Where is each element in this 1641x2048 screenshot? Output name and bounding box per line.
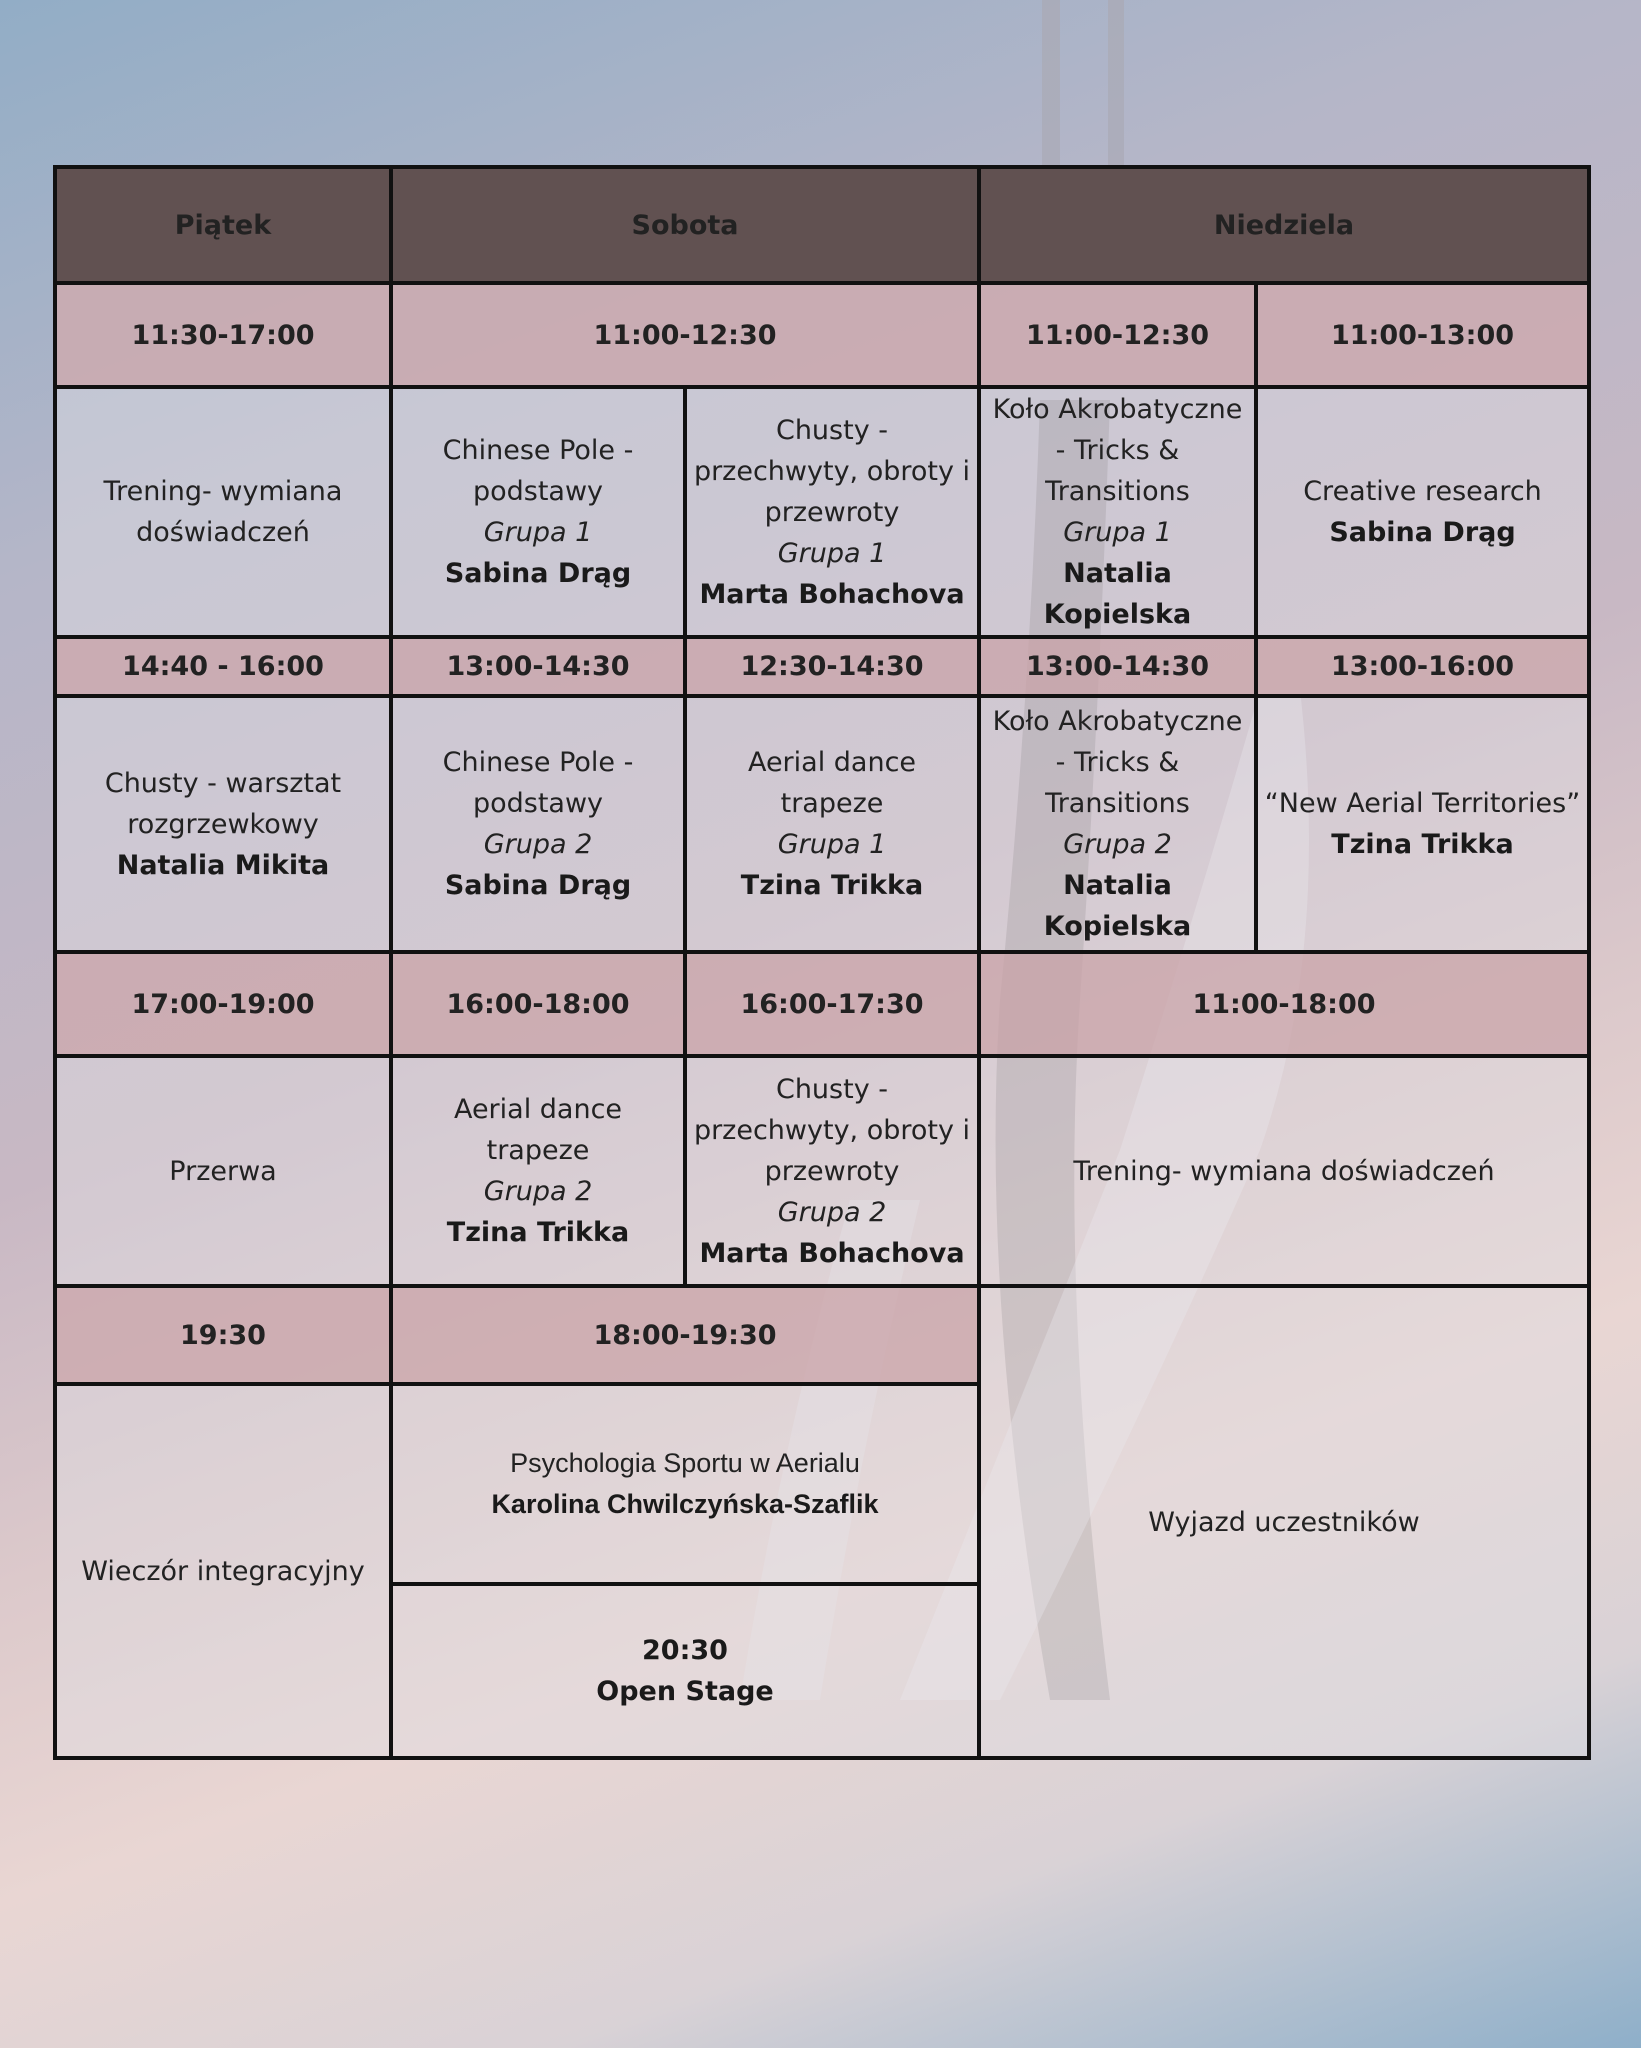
activity-group: Grupa 2 — [483, 829, 593, 860]
activity-cell — [55, 387, 391, 637]
schedule-table — [53, 165, 1591, 1760]
time-cell: 19:30 — [55, 1286, 391, 1384]
activity-teacher: Sabina Drąg — [444, 870, 632, 901]
activity-title: “New Aerial Territories” — [1264, 788, 1581, 819]
time-cell: 17:00-19:00 — [55, 952, 391, 1056]
activity-teacher: Natalia Mikita — [116, 849, 330, 881]
activity-teacher: Marta Bohachova — [699, 1237, 965, 1269]
time-cell: 14:40 - 16:00 — [55, 637, 391, 696]
time-cell: 11:00-18:00 — [979, 952, 1589, 1056]
activity-cell-lecture — [391, 1384, 979, 1584]
time-row-4 — [55, 1286, 1589, 1384]
activity-title: Psychologia Sportu w Aerialu — [510, 1448, 860, 1478]
activity-cell — [1256, 387, 1589, 637]
activity-title: Chusty - warsztat rozgrzewkowy — [104, 767, 342, 840]
activity-teacher: Tzina Trikka — [446, 1217, 630, 1248]
activity-cell — [979, 387, 1256, 637]
activity-group: Grupa 2 — [1063, 829, 1172, 860]
activity-title: Chusty - przechwyty, obroty i przewroty — [693, 414, 971, 528]
activity-title: Aerial dance trapeze — [747, 747, 917, 819]
activity-row-1 — [55, 387, 1589, 637]
time-cell: 16:00-17:30 — [685, 952, 979, 1056]
time-cell: 11:00-13:00 — [1256, 283, 1589, 387]
activity-row-2 — [55, 696, 1589, 952]
activity-group: Grupa 1 — [483, 517, 593, 548]
time-row-3 — [55, 952, 1589, 1056]
activity-cell — [55, 1056, 391, 1286]
activity-cell — [391, 696, 685, 952]
activity-cell — [391, 1056, 685, 1286]
time-row-1 — [55, 283, 1589, 387]
activity-cell — [1256, 696, 1589, 952]
activity-title: Trening- wymiana doświadczeń — [1073, 1155, 1495, 1187]
open-stage-time: 20:30 — [642, 1635, 728, 1666]
activity-cell — [685, 696, 979, 952]
activity-cell — [685, 387, 979, 637]
day-header-friday: Piątek — [55, 167, 391, 283]
time-cell: 16:00-18:00 — [391, 952, 685, 1056]
time-cell: 11:30-17:00 — [55, 283, 391, 387]
activity-title: Chinese Pole - podstawy — [442, 435, 634, 507]
activity-teacher: Natalia Kopielska — [1043, 870, 1192, 942]
time-cell: 18:00-19:30 — [391, 1286, 979, 1384]
time-cell: 13:00-16:00 — [1256, 637, 1589, 696]
time-cell: 13:00-14:30 — [979, 637, 1256, 696]
activity-cell-departure — [979, 1286, 1589, 1758]
activity-group: Grupa 1 — [1063, 517, 1172, 548]
activity-cell-evening — [55, 1384, 391, 1758]
activity-cell — [55, 696, 391, 952]
activity-cell-open-stage — [391, 1584, 979, 1758]
activity-title: Przerwa — [169, 1155, 277, 1187]
day-header-row — [55, 167, 1589, 283]
activity-title: Chusty - przechwyty, obroty i przewroty — [693, 1073, 971, 1187]
activity-title: Aerial dance trapeze — [453, 1094, 623, 1166]
activity-teacher: Tzina Trikka — [1331, 829, 1514, 860]
activity-cell — [979, 1056, 1589, 1286]
open-stage-title: Open Stage — [596, 1676, 774, 1707]
activity-group: Grupa 1 — [777, 537, 887, 569]
activity-group: Grupa 2 — [777, 1196, 887, 1228]
activity-cell — [979, 696, 1256, 952]
day-header-sunday: Niedziela — [979, 167, 1589, 283]
activity-teacher: Sabina Drąg — [1329, 517, 1516, 548]
activity-title: Trening- wymiana doświadczeń — [103, 476, 343, 548]
activity-title: Wyjazd uczestników — [1148, 1506, 1420, 1538]
activity-teacher: Tzina Trikka — [740, 870, 924, 901]
time-cell: 13:00-14:30 — [391, 637, 685, 696]
activity-group: Grupa 2 — [483, 1176, 593, 1207]
time-cell: 11:00-12:30 — [391, 283, 979, 387]
activity-title: Wieczór integracyjny — [81, 1555, 365, 1587]
activity-teacher: Marta Bohachova — [699, 578, 965, 610]
time-row-2 — [55, 637, 1589, 696]
activity-teacher: Sabina Drąg — [444, 558, 632, 589]
time-cell: 12:30-14:30 — [685, 637, 979, 696]
activity-teacher: Natalia Kopielska — [1043, 558, 1192, 630]
activity-teacher: Karolina Chwilczyńska-Szaflik — [491, 1489, 879, 1519]
activity-cell — [685, 1056, 979, 1286]
activity-group: Grupa 1 — [777, 829, 887, 860]
activity-title: Creative research — [1303, 476, 1542, 507]
activity-row-3 — [55, 1056, 1589, 1286]
day-header-saturday: Sobota — [391, 167, 979, 283]
activity-cell — [391, 387, 685, 637]
activity-title: Chinese Pole - podstawy — [442, 747, 634, 819]
activity-title: Koło Akrobatyczne - Tricks & Transitions — [992, 706, 1243, 819]
activity-title: Koło Akrobatyczne - Tricks & Transitions — [992, 394, 1243, 507]
time-cell: 11:00-12:30 — [979, 283, 1256, 387]
